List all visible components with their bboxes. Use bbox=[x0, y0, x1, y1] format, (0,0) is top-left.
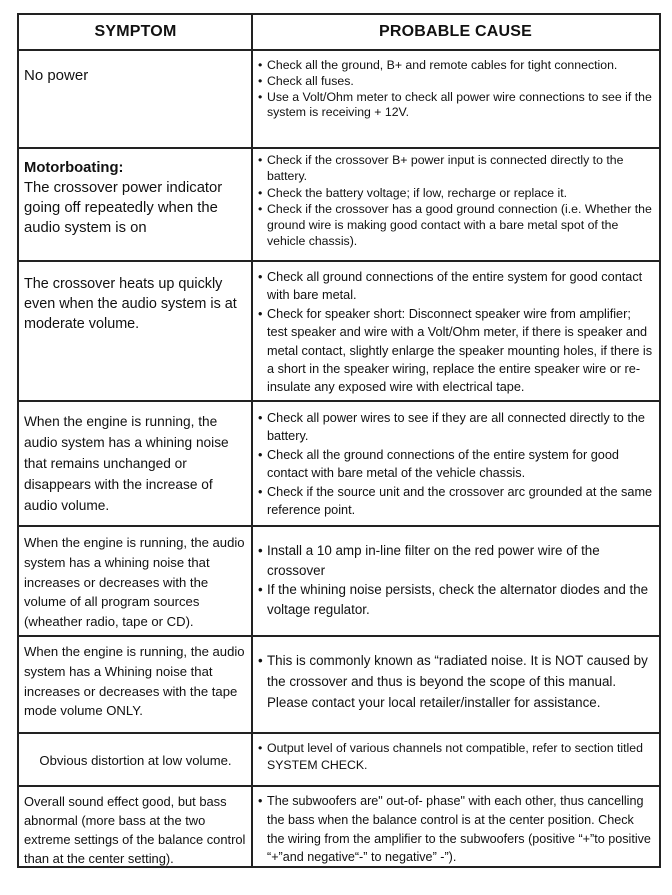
cause-item: • The subwoofers are" out-of- phase" with each other, thus cancelling the bass when the balance control is at the center position. Check the wiring from the amplifier to the subwoofers (positive “+”to positive “+”and negative“-” to negative” -”). bbox=[258, 792, 653, 866]
symptom-text: Overall sound effect good, but bass abnormal (more bass at the two extreme settings of the balance control than at the center setting). bbox=[24, 794, 246, 866]
symptom-cell bbox=[19, 51, 251, 147]
table-row bbox=[19, 147, 659, 260]
cause-item: • Check if the crossover has a good ground connection (i.e. Whether the ground wire is making good contact with a bare metal spot of the vehicle chassis). bbox=[258, 201, 653, 250]
cause-cell bbox=[253, 262, 659, 400]
symptom-text: When the engine is running, the audio system has a whining noise that increases or decreases with the volume of all program sources (wheather radio, tape or CD). bbox=[24, 535, 245, 630]
symptom-text: The crossover power indicator going off repeatedly when the audio system is on bbox=[24, 180, 223, 236]
symptom-cell bbox=[19, 149, 251, 260]
cause-item: • Output level of various channels not compatible, refer to section titled SYSTEM CHECK. bbox=[258, 740, 653, 774]
symptom-cell bbox=[19, 787, 251, 866]
symptom-text: Obvious distortion at low volume. bbox=[39, 753, 232, 768]
cause-cell bbox=[253, 527, 659, 635]
cause-cell bbox=[253, 402, 659, 525]
cause-item: • This is commonly known as “radiated noise. It is NOT caused by the crossover and thus is beyond the scope of this manual. Please contact your local retailer/installer for assistance. bbox=[258, 650, 653, 713]
symptom-text: The crossover heats up quickly even when the audio system is at moderate volume. bbox=[24, 276, 237, 332]
symptom-cell bbox=[19, 527, 251, 635]
cause-cell bbox=[253, 734, 659, 785]
cause-item: • Check all power wires to see if they are all connected directly to the battery. bbox=[258, 409, 653, 446]
table-row bbox=[19, 785, 659, 866]
cause-item: • Check if the source unit and the crossover arc grounded at the same reference point. bbox=[258, 483, 653, 520]
symptom-text: No power bbox=[24, 67, 89, 84]
symptom-cell bbox=[19, 402, 251, 525]
table-header-row bbox=[19, 15, 659, 49]
symptom-cell bbox=[19, 637, 251, 732]
symptom-text: When the engine is running, the audio system has a Whining noise that increases or decreases with the tape mode volume ONLY. bbox=[24, 644, 245, 719]
cause-item: • Check all the ground connections of the entire system for good contact with bare metal of the vehicle chassis. bbox=[258, 446, 653, 483]
cause-item: • Check all fuses. bbox=[258, 74, 653, 90]
cause-item: • Check if the crossover B+ power input is connected directly to the battery. bbox=[258, 152, 653, 185]
cause-cell bbox=[253, 149, 659, 260]
table-row bbox=[19, 525, 659, 635]
cause-item: • Check the battery voltage; if low, recharge or replace it. bbox=[258, 185, 653, 201]
cause-item: • If the whining noise persists, check the alternator diodes and the voltage regulator. bbox=[258, 580, 653, 619]
cause-item: • Check all ground connections of the entire system for good contact with bare metal. bbox=[258, 268, 653, 305]
symptom-title: Motorboating: bbox=[24, 160, 124, 176]
cause-cell bbox=[253, 787, 659, 866]
symptom-cell bbox=[19, 734, 251, 785]
table-row bbox=[19, 260, 659, 400]
cause-cell bbox=[253, 51, 659, 147]
symptom-header: SYMPTOM bbox=[94, 23, 177, 40]
probable-cause-header: PROBABLE CAUSE bbox=[378, 23, 533, 40]
cause-item: • Install a 10 amp in-line filter on the red power wire of the crossover bbox=[258, 541, 653, 580]
table-row bbox=[19, 732, 659, 785]
table-row bbox=[19, 400, 659, 525]
cause-cell bbox=[253, 637, 659, 732]
troubleshooting-table bbox=[17, 13, 661, 868]
cause-item: • Use a Volt/Ohm meter to check all power wire connections to see if the system is receiving + 12V. bbox=[258, 90, 653, 122]
cause-item: • Check for speaker short: Disconnect speaker wire from amplifier; test speaker and wire with a Volt/Ohm meter, if there is speaker and metal contact, slightly enlarge the speaker mounting holes, if there is a short in the speaker wiring, replace the entire speaker wire or re-insulate any exposed wire with electrical tape. bbox=[258, 305, 653, 397]
table-row bbox=[19, 635, 659, 732]
symptom-cell bbox=[19, 262, 251, 400]
table-row bbox=[19, 49, 659, 147]
cause-item: • Check all the ground, B+ and remote cables for tight connection. bbox=[258, 58, 653, 74]
symptom-text: When the engine is running, the audio system has a whining noise that remains unchanged or disappears with the increase of audio volume. bbox=[24, 414, 229, 513]
